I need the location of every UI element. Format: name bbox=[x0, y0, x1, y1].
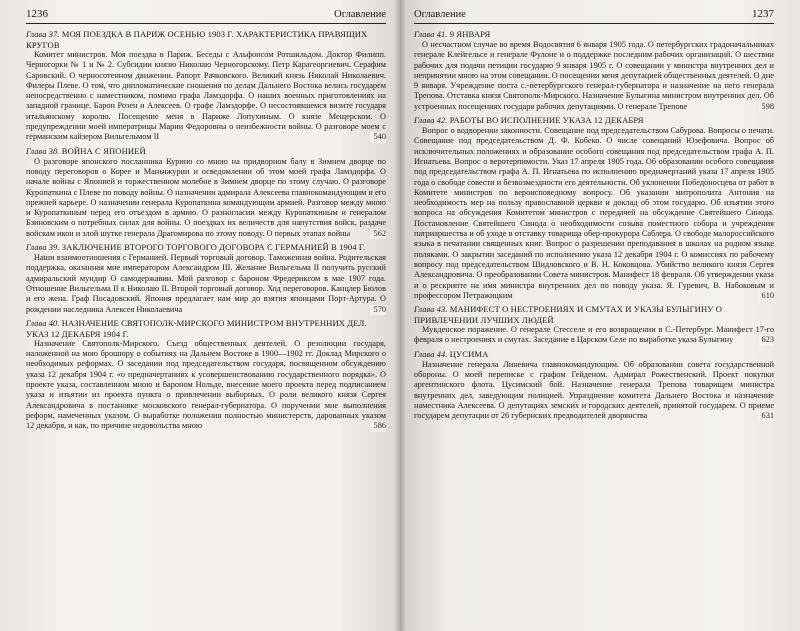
toc-entry bbox=[26, 242, 386, 315]
running-title-left: Оглавление bbox=[334, 9, 386, 20]
chapter-title: РАБОТЫ ВО ИСПОЛНЕНИЕ УКАЗА 12 ДЕКАБРЯ bbox=[449, 115, 644, 126]
chapter-page-number: 610 bbox=[758, 291, 774, 301]
chapter-label: Глава 38. bbox=[26, 146, 60, 156]
running-head-right bbox=[414, 8, 774, 24]
chapter-heading bbox=[26, 242, 386, 253]
chapter-heading bbox=[26, 146, 386, 157]
chapter-list-left bbox=[26, 29, 386, 432]
right-page bbox=[400, 0, 800, 631]
chapter-page-number: 540 bbox=[370, 132, 386, 142]
toc-entry bbox=[26, 318, 386, 432]
gutter-shadow-right bbox=[400, 0, 406, 631]
chapter-label: Глава 44. bbox=[414, 349, 448, 359]
chapter-title: ВОЙНА С ЯПОНИЕЙ bbox=[61, 145, 146, 156]
chapter-heading bbox=[414, 304, 774, 325]
chapter-page-number: 586 bbox=[370, 421, 386, 431]
chapter-label: Глава 40. bbox=[26, 318, 60, 328]
chapter-label: Глава 42. bbox=[414, 116, 448, 126]
chapter-summary: Назначение генерала Линевича главнокомандующим. Об образовании совета государственной обороны. О моей переписке с графом Гейденом. Адмирал Рожественский. Проект покупки аргентинского флота. Цусимский бой. Назначение генерала Трепова товарищем министра внутренних дел, заведующим полицией. Упразднение комитета Дальнего Востока и назначение наместника Алексеева. О депутациях земских и городских деятелей, принятой государем. О приеме государем депутации от 26 губернских предводителей дворянства bbox=[414, 359, 774, 421]
chapter-heading bbox=[414, 29, 774, 40]
toc-entry bbox=[414, 349, 774, 422]
chapter-label: Глава 37. bbox=[26, 30, 60, 39]
chapter-list-right bbox=[414, 29, 774, 422]
chapter-summary: Наши взаимоотношения с Германией. Первый торговый договор. Таможенная война. Родительская поддержка, оказанная мне императором Александром III. Желание Вильгельма II получить русский адмиральский мундир О самодержавии. Мой разговор с бароном Фредериксом в мае 1907 года. Отношение Вильгельма II к Николаю II. Второй торговый договор. Ход переговоров. Канцлер Бюлов и его жена. Граф Посадовский. Япония предлагает нам мир до взятия японцами Порт-Артура. О рождении наследника Алексея Николаевича bbox=[26, 253, 386, 314]
chapter-page-number: 631 bbox=[758, 411, 774, 421]
chapter-page-number: 623 bbox=[758, 335, 774, 345]
chapter-summary: Мукденское поражение. О генерале Стесселе и его возвращении в С.-Петербург. Манифест 17-го февраля о нестроениях и смутах. Заседание в Царском Селе по выработке указа Булыгину bbox=[414, 325, 774, 345]
toc-entry bbox=[414, 304, 774, 346]
running-head-left bbox=[26, 8, 386, 24]
chapter-title: ЗАКЛЮЧЕНИЕ ВТОРОГО ТОРГОВОГО ДОГОВОРА С ГЕРМАНИЕЙ В 1904 Г. bbox=[61, 242, 366, 253]
toc-entry bbox=[414, 29, 774, 112]
chapter-page-number: 598 bbox=[758, 102, 774, 112]
page-number-left: 1236 bbox=[26, 8, 48, 20]
chapter-summary: Назначение Святополк-Мирского. Съезд общественных деятелей. О резолюции государя, наложенной на мою брошюру о событиях на Дальнем Востоке в 1900—1902 гг. Доклад Мирского о необходимых реформах. О заседании под председательством государя, посвященном обсуждению указа 12 декабря 1904 г. «о предначертаниях к усовершенствованию государственного порядка». О проекте указа, составленном мною и бароном Нольде, внесение моего проекта перед подписанием указа и изъятии из проекта пункта о привлечении выборных. О роли великого князя Сергея Александровича в постановке московского генерал-губернатора. О поручении мне выполнения реформ, намеченных указом. О выработке положения полностью министерств, дарованных указом 12 декабря, и как, по причине недовольства мною bbox=[26, 338, 386, 431]
chapter-label: Глава 39. bbox=[26, 243, 60, 253]
toc-entry bbox=[26, 29, 386, 143]
chapter-page-number: 570 bbox=[370, 305, 386, 315]
chapter-summary: Комитет министров. Моя поездка в Париж. Беседы с Альфонсом Ротшильдом. Доктор Филипп. Черногорки № 1 и № 2. Субсидии князю Николаю Черногорскому. Петр Карагеоргиевич. Серафим Саровский. О черносотенном движении. Рапорт Рачковского. Великий князь Николай Николаевич. Филеры Плеве. О том, что дипломатические сношения по делам Дальнего Востока велись государем непосредственно с наместником, помимо графа Ламздорфа. О наших военных приготовлениях на западной границе. Барон Розен и Алексеев. О графе Ламздорфе. О несостоявшемся визите государя итальянскому королю. Посещение меня в Париже Лопухиным. О князе Мещерском. О предупреждении моей императрицы Марии Федоровны о неизбежности войны. О разговоре моем с германским кайзером Вильгельмом II bbox=[26, 50, 386, 142]
running-title-right: Оглавление bbox=[414, 9, 466, 20]
chapter-summary: О несчастном случае во время Водосвятия 6 января 1905 года. О петербургских градоначальниках генерале Клейгельсе и генерале Фулоне и о поддержке последним рабочих организаций. О шествии рабочих для подачи петиции государю 9 января 1905 г. О совещании у министра внутренних дел и непринятии мною на этом совещании. О посещении меня депутацией общественных деятелей. О дне 9 января. Учреждение поста с.-петербургского генерал-губернатора и назначение на него генерала Трепова. Отставка князя Святополк-Мирского. Назначение Булыгина министром внутренних дел. Об устроенных посещениях государя рабочих депутациями. О генерале Трепове bbox=[414, 40, 774, 111]
chapter-title: НАЗНАЧЕНИЕ СВЯТОПОЛК-МИРСКОГО МИНИСТРОМ ВНУТРЕННИХ ДЕЛ. УКАЗ 12 ДЕКАБРЯ 1904 Г. bbox=[26, 317, 367, 339]
chapter-heading bbox=[26, 318, 386, 339]
chapter-summary: О разговоре японского посланника Курино со мною на придворном балу в Зимнем дворце по поводу переговоров о Корее и Маньчжурии и осведомлении об этом моей графа Ламздорфа. О начале войны с Японией и торжественном молебне в Зимнем дворце по этому случаю. О разговоре Куропаткина с Плеве по поводу войны. О назначении адмирала Алексеева главнокомандующим и его прежней карьере. О назначении генерала Куропаткина командующим армией. Разговор между мною и Куропаткиным перед его отъездом в армию. О разногласии между Куропаткиным и генералом Бзиновским о потребных силах для войны. О поездках их величеств для напутствия войск, раздаче войскам икон и злой шутке генерала Драгомирова по этому поводу. О первых этапах войны bbox=[26, 156, 386, 238]
chapter-heading bbox=[414, 349, 774, 360]
chapter-page-number: 562 bbox=[370, 229, 386, 239]
chapter-label: Глава 43. bbox=[414, 305, 448, 315]
toc-entry bbox=[26, 146, 386, 239]
chapter-title: МАНИФЕСТ О НЕСТРОЕНИЯХ И СМУТАХ И УКАЗЫ БУЛЫГИНУ О ПРИВЛЕЧЕНИИ ЛУЧШИХ ЛЮДЕЙ bbox=[414, 304, 723, 326]
chapter-label: Глава 41. bbox=[414, 30, 448, 39]
chapter-title: МОЯ ПОЕЗДКА В ПАРИЖ ОСЕНЬЮ 1903 Г. ХАРАКТЕРИСТИКА ПРАВЯЩИХ КРУГОВ bbox=[26, 29, 368, 50]
chapter-heading bbox=[414, 115, 774, 126]
chapter-title: ЦУСИМА bbox=[449, 348, 489, 359]
chapter-title: 9 ЯНВАРЯ bbox=[449, 29, 491, 39]
toc-entry bbox=[414, 115, 774, 301]
chapter-summary: Вопрос о водворении законности. Совещание под председательством Сабурова. Вопросы о печати. Совещание под председательством Д. Ф. Кобеко. О числе совещаний Юзефовича. Вопрос об исключительных положениях и образование особого совещания под председательством графа А. П. Игнатьева. Вопрос о веротерпимости. Указ 17 апреля 1905 года. Об образовании особого совещания под председательством графа А. П. Игнатьева по исполнению предначертаний указа 17 апреля 1905 года о свободе совести и безвозмездности его деятельности. Об уклонении Победоносцева от работ в Комитете министров по вероисповедному вопросу. Об указании митрополита Антония на необходимость мер на пользу православной церкви и доклад об этом государю. Об изъятии этого вопроса на обсуждения Комитетом министров с передачей на обсуждение Святейшего Синода. Постановление Святейшего Синода о необходимости созыва поместного собора и учреждения патриаршества и об уходе в отставку товарища обер-прокурора Саблера. О свободе малороссийского языка в печатании священных книг. Вопрос о разрешении преподавания в школах на родном языке поляками. О закрытии заседаний по исполнению указа 12 декабря 1904 г. О комиссиях по рабочему вопросу под председательством Шидловского и В. Н. Коковцова. Убийство великого князя Сергея Александровича. О преобразовании Совета министров. Манифест 18 февраля. Об утверждении указа и о рескрипте на имя министра внутренних дел по поводу указа. Я. Гуревич, В. Набоковым и профессором Петражицким bbox=[414, 126, 774, 300]
page-number-right: 1237 bbox=[752, 8, 774, 20]
chapter-heading bbox=[26, 29, 386, 50]
